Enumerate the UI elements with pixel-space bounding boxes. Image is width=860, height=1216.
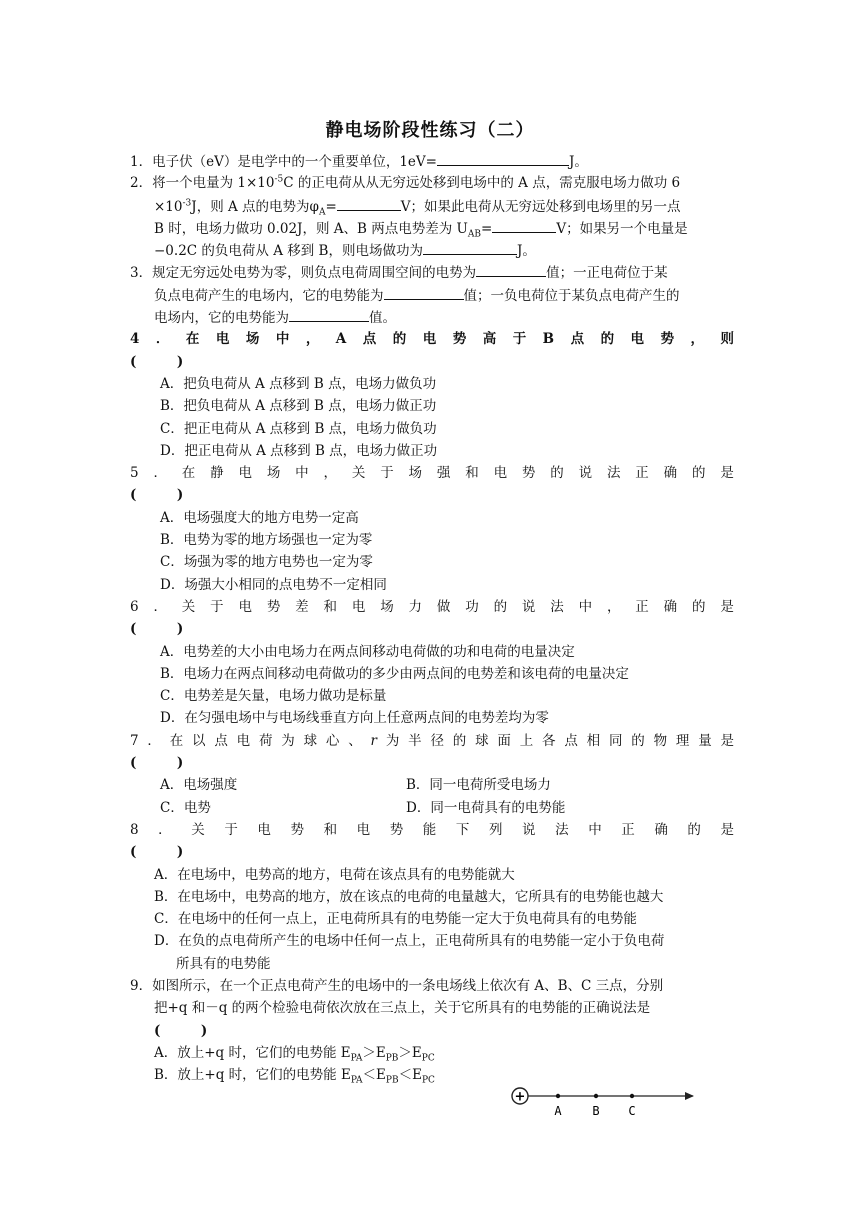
stem-char: 正 <box>621 821 635 838</box>
stem-char: B <box>542 331 555 348</box>
option-d-continued: 所具有的电势能 <box>176 955 271 972</box>
q8-stem <box>130 819 734 841</box>
stem-char: 在 <box>185 331 200 348</box>
stem-char: 法 <box>606 465 621 482</box>
stem-char: r <box>370 732 377 749</box>
stem-char: 是 <box>720 598 734 615</box>
q2-text: V；如果此电荷从无穷远处移到电场里的另一点 <box>400 198 681 215</box>
page-title: 静电场阶段性练习（二） <box>325 120 535 141</box>
q3-text: 值。 <box>369 310 396 327</box>
q1-unit: J。 <box>568 154 588 170</box>
stem-char: 半 <box>408 732 422 749</box>
stem-char: 的 <box>631 732 645 749</box>
stem-char: 场 <box>408 465 423 482</box>
stem-char: ， <box>606 598 621 615</box>
option-a: A．把负电荷从 A 点移到 B 点，电场力做负功 <box>160 375 437 392</box>
option-b: B．同一电荷所受电场力 <box>406 777 551 794</box>
stem-char: 电 <box>356 821 371 838</box>
stem-char: 心 <box>325 732 340 749</box>
subscript: PC <box>421 1075 435 1086</box>
q9-text: 把+q 和－q 的两个检验电荷依次放在三点上，关于它所具有的电势能的正确说法是 <box>154 1000 651 1017</box>
stem-char: 法 <box>550 598 564 615</box>
stem-char: 点 <box>362 331 377 348</box>
option-row <box>130 797 734 819</box>
option-a: A．电势差的大小由电场力在两点间移动电荷做的功和电荷的电量决定 <box>160 643 575 660</box>
q4-stem <box>130 328 734 350</box>
stem-char: 电 <box>422 331 437 348</box>
stem-char: 6 <box>130 598 139 615</box>
stem-char: 场 <box>266 465 281 482</box>
subscript: PA <box>350 1075 363 1086</box>
subscript: AB <box>467 229 482 240</box>
question-5 <box>130 462 734 596</box>
stem-char: 下 <box>455 821 470 838</box>
answer-blank <box>289 306 369 322</box>
option-a <box>130 1042 734 1064</box>
stem-char: 为 <box>385 732 400 749</box>
q2-text: J，则 A 点的电势为φ <box>191 198 319 215</box>
question-7 <box>130 730 734 819</box>
stem-char: 的 <box>600 331 615 348</box>
q1-text: 1．电子伏（eV）是电学中的一个重要单位，1eV= <box>130 154 437 170</box>
stem-char: ． <box>158 821 172 838</box>
stem-char: 势 <box>290 821 304 838</box>
option-d: D．在匀强电场中与电场线垂直方向上任意两点间的电势差均为零 <box>160 710 549 727</box>
stem-char: ． <box>155 331 170 348</box>
stem-char: 8 <box>130 821 139 838</box>
q2-text: V；如果另一个电量是 <box>556 220 688 237</box>
stem-char: 场 <box>245 331 260 348</box>
stem-char: ， <box>305 331 320 348</box>
stem-char: 关 <box>191 821 205 838</box>
stem-char: 、 <box>348 732 362 749</box>
stem-char: 说 <box>521 598 536 615</box>
option-row <box>130 774 734 796</box>
stem-char: 电 <box>630 331 645 348</box>
option-text: ＜E <box>398 1067 422 1084</box>
stem-char: 面 <box>497 732 511 749</box>
stem-char: 正 <box>635 465 649 482</box>
stem-char: 7 <box>130 732 139 749</box>
exponent: -3 <box>182 198 192 209</box>
question-9 <box>130 975 734 1086</box>
stem-char: 物 <box>653 732 668 749</box>
answer-blank <box>476 261 546 277</box>
stem-char: 场 <box>380 598 394 615</box>
subscript: PB <box>385 1053 399 1064</box>
stem-char: 势 <box>452 331 467 348</box>
stem-char: 以 <box>192 732 206 749</box>
point-c-dot <box>630 1094 634 1098</box>
subscript: PC <box>421 1053 435 1064</box>
q2-text: −0.2C 的负电荷从 A 移到 B，则电场做功为 <box>154 243 423 260</box>
stem-char: 和 <box>323 821 338 838</box>
stem-char: 关 <box>351 465 366 482</box>
q2-text: = <box>325 198 337 215</box>
point-b-label: B <box>592 1104 600 1118</box>
question-6 <box>130 596 734 730</box>
stem-char: ． <box>153 465 167 482</box>
stem-char: 径 <box>430 732 444 749</box>
q3-text: 3．规定无穷远处电势为零，则负点电荷周围空间的电势为 <box>130 265 477 282</box>
stem-char: 5 <box>130 465 139 482</box>
option-c: C．电势 <box>160 799 211 816</box>
answer-paren: ( ) <box>130 621 184 638</box>
stem-char: 的 <box>691 465 706 482</box>
question-3 <box>130 261 734 328</box>
stem-char: 于 <box>224 821 238 838</box>
answer-paren: ( ) <box>154 1022 208 1039</box>
stem-char: 各 <box>542 732 556 749</box>
option-b: B．把负电荷从 A 点移到 B 点，电场力做正功 <box>160 398 437 415</box>
stem-char: 确 <box>663 465 678 482</box>
option-text: A．放上+q 时，它们的电势能 E <box>154 1044 351 1061</box>
stem-char: 的 <box>550 465 564 482</box>
question-8 <box>130 819 734 975</box>
option-a: A．在电场中，电势高的地方，电荷在该点具有的电势能就大 <box>154 866 515 883</box>
answer-blank <box>384 284 464 300</box>
stem-char: 的 <box>493 598 508 615</box>
point-b-dot <box>594 1094 598 1098</box>
stem-char: 势 <box>521 465 536 482</box>
q2-text: J。 <box>516 243 536 260</box>
stem-char: 中 <box>275 331 290 348</box>
stem-char: 高 <box>482 331 497 348</box>
stem-char: 是 <box>720 465 734 482</box>
q3-text: 值；一正电荷位于某 <box>546 265 668 282</box>
option-c: C．在电场中的任何一点上，正电荷所具有的电势能一定大于负电荷具有的电势能 <box>154 911 637 928</box>
stem-char: 荷 <box>258 732 273 749</box>
stem-char: 电 <box>236 732 251 749</box>
option-b: B．电势为零的地方场强也一定为零 <box>160 532 373 549</box>
stem-char: 4 <box>130 331 140 348</box>
stem-char: 能 <box>422 821 437 838</box>
option-b: B．在电场中，电势高的地方，放在该点的电荷的电量越大，它所具有的电势能也越大 <box>154 888 664 905</box>
option-d: D．同一电荷具有的电势能 <box>406 799 566 816</box>
stem-char: 点 <box>214 732 228 749</box>
option-a: A．电场强度 <box>160 777 238 794</box>
stem-char: 电 <box>493 465 508 482</box>
stem-char: 相 <box>586 732 601 749</box>
stem-char: 和 <box>323 598 337 615</box>
stem-char: 是 <box>720 732 734 749</box>
q2-text: C 的正电荷从从无穷远处移到电场中的 A 点，需克服电场力做功 6 <box>283 175 681 192</box>
stem-char: 上 <box>519 732 534 749</box>
stem-char: 电 <box>238 598 252 615</box>
q2-text: = <box>481 220 493 237</box>
stem-char: ． <box>153 598 167 615</box>
field-line-figure <box>508 1084 698 1124</box>
q3-text: 值；一负电荷位于某负点电荷产生的 <box>463 287 680 304</box>
q2-text: B 时，电场力做功 0.02J，则 A、B 两点电势差为 U <box>154 220 468 237</box>
stem-char: 势 <box>266 598 281 615</box>
stem-char: ， <box>323 465 337 482</box>
stem-char: 的 <box>452 732 467 749</box>
stem-char: 同 <box>608 732 623 749</box>
arrow-head-icon <box>685 1092 694 1100</box>
q9-text: 9．如图所示，在一个正点电荷产生的电场中的一条电场线上依次有 A、B、C 三点，分别 <box>130 977 664 994</box>
point-c-label: C <box>628 1104 636 1118</box>
stem-char: 的 <box>392 331 407 348</box>
stem-char: 电 <box>257 821 271 838</box>
stem-char: 点 <box>570 331 585 348</box>
q3-text: 负点电荷产生的电场内，它的电势能为 <box>154 287 384 304</box>
positive-charge-sign: + <box>514 1089 526 1105</box>
stem-char: ， <box>690 331 705 348</box>
q6-stem <box>130 596 734 618</box>
stem-char: 和 <box>465 465 479 482</box>
subscript: PB <box>385 1075 399 1086</box>
stem-char: 中 <box>295 465 309 482</box>
option-d: D．把正电荷从 A 点移到 B 点，电场力做正功 <box>160 442 438 459</box>
subscript: PA <box>350 1053 363 1064</box>
option-d: D．场强大小相同的点电势不一定相同 <box>160 576 387 593</box>
stem-char: 列 <box>488 821 503 838</box>
stem-char: 强 <box>436 465 451 482</box>
stem-char: 电 <box>238 465 252 482</box>
option-text: ＞E <box>398 1044 422 1061</box>
q5-stem <box>130 462 734 484</box>
stem-char: 正 <box>635 598 649 615</box>
stem-char: 于 <box>380 465 394 482</box>
question-1 <box>130 150 734 172</box>
stem-char: 点 <box>564 732 578 749</box>
stem-char: 势 <box>660 331 675 348</box>
stem-char: 球 <box>303 732 318 749</box>
question-list <box>130 150 734 1086</box>
stem-char: 则 <box>720 331 734 348</box>
point-a-dot <box>556 1094 560 1098</box>
stem-char: 的 <box>687 821 701 838</box>
q3-text: 电场内，它的电势能为 <box>154 310 289 327</box>
answer-blank <box>437 150 569 166</box>
stem-char: 说 <box>522 821 536 838</box>
exponent: -5 <box>274 174 284 185</box>
stem-char: 中 <box>588 821 602 838</box>
option-b: B．电场力在两点间移动电荷做功的多少由两点间的电势差和该电荷的电量决定 <box>160 665 629 682</box>
stem-char: 是 <box>720 821 734 838</box>
stem-char: ． <box>147 732 161 749</box>
option-text: ＜E <box>362 1067 386 1084</box>
answer-blank <box>492 217 556 233</box>
stem-char: 为 <box>281 732 295 749</box>
stem-char: 说 <box>578 465 593 482</box>
option-d: D．在负的点电荷所产生的电场中任何一点上，正电荷所具有的电势能一定小于负电荷 <box>154 933 665 950</box>
stem-char: 理 <box>675 732 690 749</box>
option-c: C．电势差是矢量，电场力做功是标量 <box>160 688 387 705</box>
stem-char: 在 <box>181 465 196 482</box>
stem-char: 在 <box>169 732 184 749</box>
stem-char: 功 <box>465 598 479 615</box>
stem-char: 电 <box>351 598 366 615</box>
stem-char: 势 <box>389 821 404 838</box>
question-2 <box>130 172 734 261</box>
stem-char: 球 <box>475 732 489 749</box>
question-4 <box>130 328 734 462</box>
option-c: C．把正电荷从 A 点移到 B 点，电场力做负功 <box>160 420 437 437</box>
answer-paren: ( ) <box>130 487 184 504</box>
q7-stem <box>130 730 734 752</box>
stem-char: A <box>335 331 347 348</box>
answer-paren: ( ) <box>130 755 184 772</box>
stem-char: 静 <box>210 465 224 482</box>
stem-char: 量 <box>698 732 712 749</box>
answer-blank <box>337 195 401 211</box>
stem-char: 确 <box>654 821 668 838</box>
answer-paren: ( ) <box>130 844 184 861</box>
subscript: A <box>318 207 326 218</box>
option-c: C．场强为零的地方电势也一定为零 <box>160 554 373 571</box>
stem-char: 法 <box>555 821 569 838</box>
stem-char: 确 <box>663 598 678 615</box>
point-a-label: A <box>554 1104 562 1118</box>
stem-char: 于 <box>210 598 224 615</box>
stem-char: 中 <box>578 598 593 615</box>
stem-char: 关 <box>181 598 196 615</box>
stem-char: 差 <box>295 598 309 615</box>
answer-paren: ( ) <box>130 353 184 370</box>
option-text: ＞E <box>362 1044 386 1061</box>
stem-char: 的 <box>691 598 706 615</box>
stem-char: 于 <box>512 331 527 348</box>
option-a: A．电场强度大的地方电势一定高 <box>160 509 359 526</box>
option-text: B．放上+q 时，它们的电势能 E <box>154 1067 351 1084</box>
stem-char: 电 <box>215 331 230 348</box>
q2-text: ×10 <box>154 198 183 215</box>
stem-char: 做 <box>436 598 451 615</box>
answer-blank <box>423 239 517 255</box>
stem-char: 力 <box>408 598 423 615</box>
q2-text: 2．将一个电量为 1×10 <box>130 175 275 192</box>
